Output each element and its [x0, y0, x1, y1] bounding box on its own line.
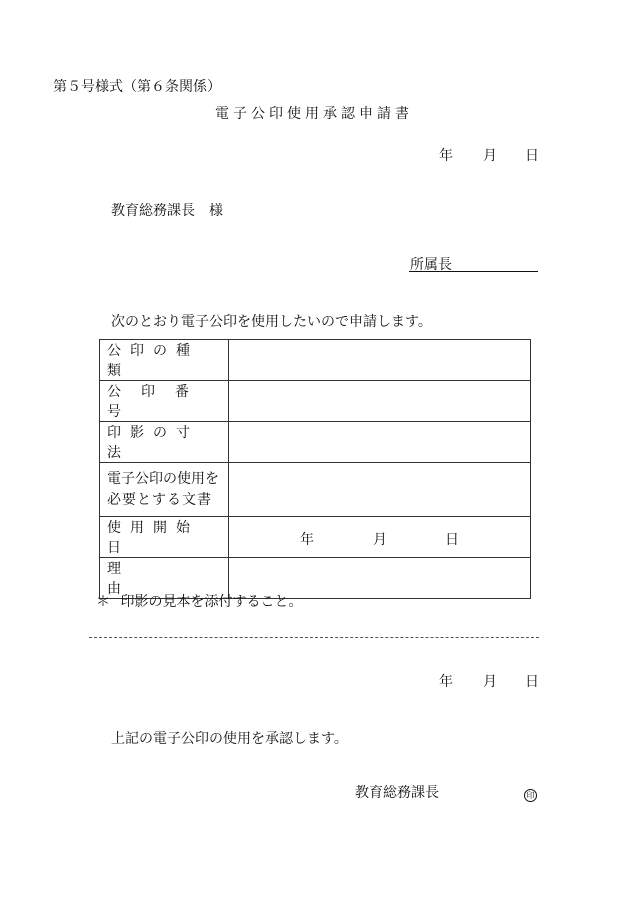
year-label: 年	[439, 674, 453, 690]
addressee: 教育総務課長 様	[111, 203, 223, 219]
reason-label: 理由	[107, 561, 205, 597]
seal-icon: 印	[524, 789, 537, 802]
month-label: 月	[483, 674, 497, 690]
target-document-field[interactable]	[229, 463, 531, 517]
attachment-note	[96, 593, 302, 611]
applicant-label: 所属長	[410, 257, 452, 273]
seal-mark	[524, 785, 537, 803]
note-mark: ＊	[96, 594, 110, 610]
day-label: 日	[525, 674, 539, 690]
intro-text: 次のとおり電子公印を使用したいので申請します。	[111, 314, 432, 330]
seal-number-field[interactable]	[229, 381, 531, 422]
row-label-target-document	[100, 463, 229, 517]
day-label: 日	[525, 148, 539, 164]
table-row	[100, 517, 531, 558]
seal-type-label: 公印の種類	[107, 343, 199, 379]
year-label: 年	[439, 148, 453, 164]
start-month-label: 月	[373, 531, 387, 548]
impression-size-label: 印影の寸法	[107, 425, 199, 461]
document-title-text: 電子公印使用承認申請書	[215, 106, 413, 122]
row-label-start-date	[100, 517, 229, 558]
row-label-seal-number	[100, 381, 229, 422]
seal-number-label: 公印番号	[107, 384, 209, 420]
seal-type-field[interactable]	[229, 340, 531, 381]
table-row	[100, 340, 531, 381]
approver-title: 教育総務課長	[355, 785, 439, 801]
impression-size-field[interactable]	[229, 422, 531, 463]
row-label-seal-type	[100, 340, 229, 381]
form-number: 第５号様式（第６条関係）	[53, 79, 221, 95]
cut-line-divider	[89, 637, 539, 638]
table-row	[100, 422, 531, 463]
start-date-cell	[229, 519, 530, 556]
note-text: 印影の見本を添付すること。	[120, 594, 303, 610]
approval-text: 上記の電子公印の使用を承認します。	[111, 731, 348, 747]
start-date-field[interactable]	[229, 517, 531, 558]
month-label: 月	[483, 148, 497, 164]
start-date-label: 使用開始日	[107, 520, 199, 556]
start-year-label: 年	[300, 531, 314, 548]
applicant-signature-line[interactable]	[409, 271, 538, 272]
table-row	[100, 381, 531, 422]
target-document-label-line2: 必要とする文書	[107, 491, 212, 508]
application-table	[99, 339, 531, 599]
table-row	[100, 463, 531, 517]
target-document-label-line1: 電子公印の使用を	[107, 470, 219, 487]
row-label-impression-size	[100, 422, 229, 463]
start-day-label: 日	[445, 531, 459, 548]
document-title	[215, 105, 413, 123]
